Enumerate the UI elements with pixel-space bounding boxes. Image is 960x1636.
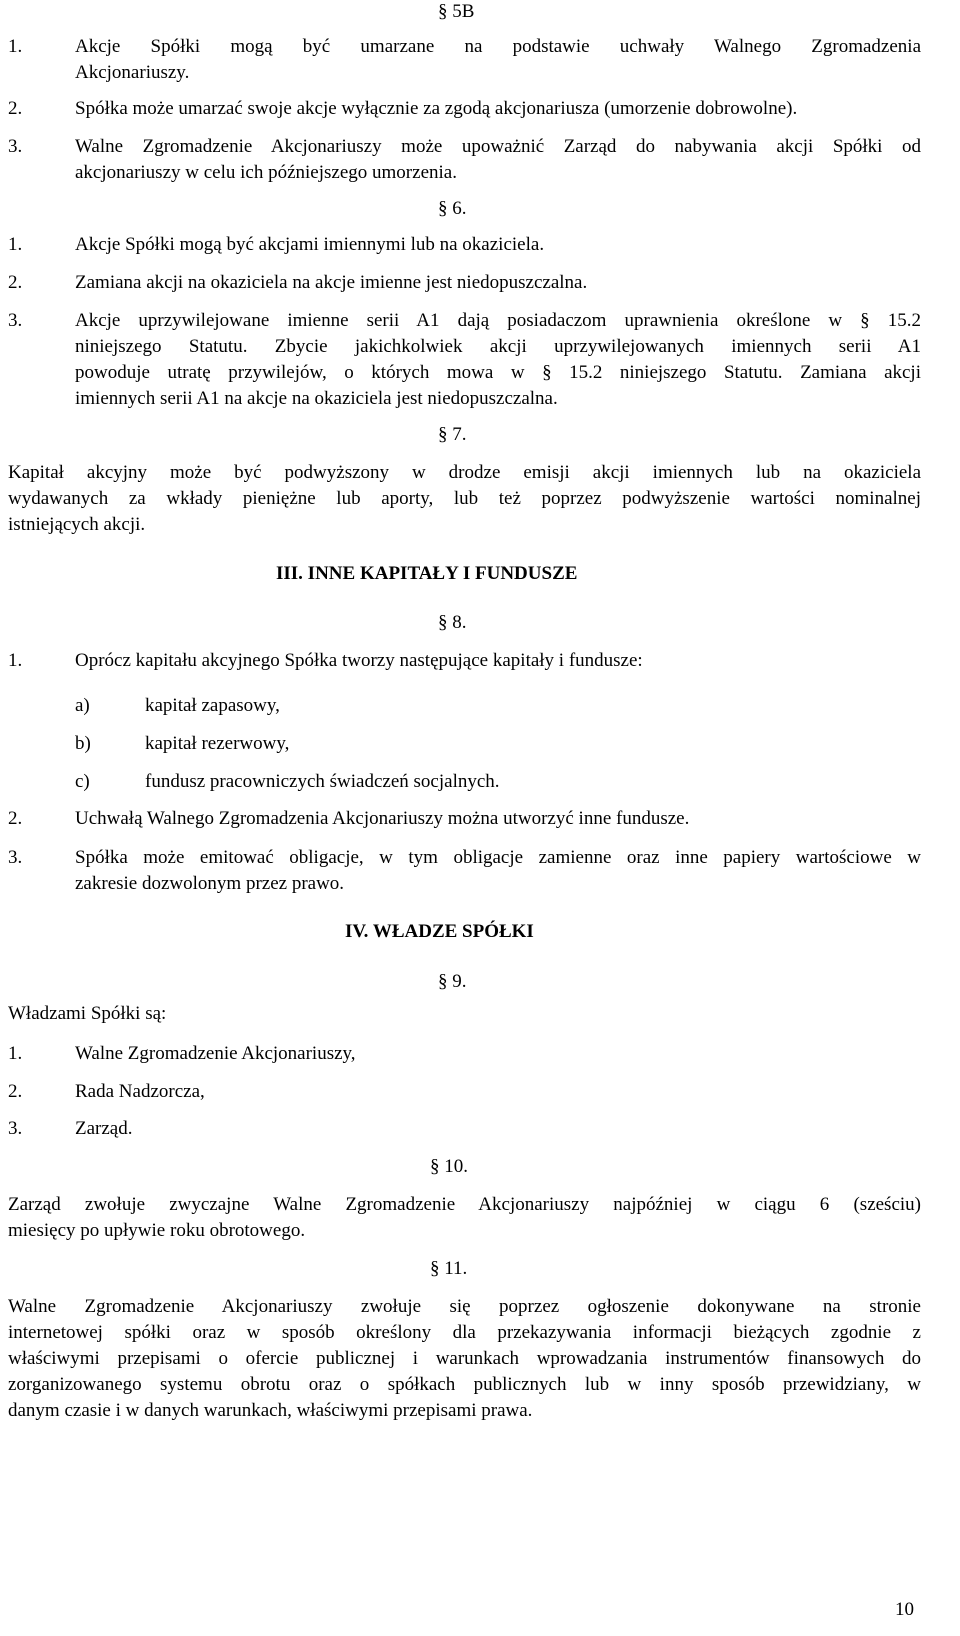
item-number: 2. bbox=[8, 1081, 23, 1102]
paragraph-line: Akcje Spółki mogą być umarzane na podstawie uchwały Walnego Zgromadzenia bbox=[75, 36, 921, 57]
section-heading-7: § 7. bbox=[438, 424, 467, 445]
item-number: 1. bbox=[8, 650, 23, 671]
paragraph-line: wydawanych za wkłady pieniężne lub aporty, lub też poprzez podwyższenie wartości nominalnej bbox=[8, 488, 921, 509]
list-item: Walne Zgromadzenie Akcjonariuszy, bbox=[75, 1043, 356, 1064]
section-heading-9: § 9. bbox=[438, 971, 467, 992]
paragraph-line: niniejszego Statutu. Zbycie jakichkolwiek akcji uprzywilejowanych imiennych serii A1 bbox=[75, 336, 921, 357]
chapter-heading-iii: III. INNE KAPITAŁY I FUNDUSZE bbox=[276, 563, 578, 584]
list-label: b) bbox=[75, 733, 91, 754]
item-number: 2. bbox=[8, 98, 23, 119]
paragraph-line: Spółka może umarzać swoje akcje wyłącznie za zgodą akcjonariusza (umorzenie dobrowolne). bbox=[75, 98, 798, 119]
paragraph-line: Spółka może emitować obligacje, w tym obligacje zamienne oraz inne papiery wartościowe w bbox=[75, 847, 921, 868]
chapter-heading-iv: IV. WŁADZE SPÓŁKI bbox=[345, 921, 534, 942]
paragraph-line: Uchwałą Walnego Zgromadzenia Akcjonariuszy można utworzyć inne fundusze. bbox=[75, 808, 690, 829]
paragraph-line: zorganizowanego systemu obrotu oraz o spółkach publicznych lub w inny sposób przewidziany, w bbox=[8, 1374, 921, 1395]
section-heading-6: § 6. bbox=[438, 198, 467, 219]
section-heading-5b: § 5B bbox=[438, 1, 475, 22]
section-heading-8: § 8. bbox=[438, 612, 467, 633]
paragraph-line: Akcje uprzywilejowane imienne serii A1 dają posiadaczom uprawnienia określone w § 15.2 bbox=[75, 310, 921, 331]
paragraph-line: miesięcy po upływie roku obrotowego. bbox=[8, 1220, 306, 1241]
list-item: fundusz pracowniczych świadczeń socjalnych. bbox=[145, 771, 500, 792]
item-number: 1. bbox=[8, 36, 23, 57]
paragraph-line: danym czasie i w danych warunkach, właściwymi przepisami prawa. bbox=[8, 1400, 533, 1421]
item-number: 1. bbox=[8, 234, 23, 255]
list-item: kapitał rezerwowy, bbox=[145, 733, 290, 754]
section-heading-10: § 10. bbox=[430, 1156, 468, 1177]
paragraph-line: Zarząd zwołuje zwyczajne Walne Zgromadzenie Akcjonariuszy najpóźniej w ciągu 6 (sześciu) bbox=[8, 1194, 921, 1215]
paragraph-line: Oprócz kapitału akcyjnego Spółka tworzy następujące kapitały i fundusze: bbox=[75, 650, 643, 671]
paragraph-line: powoduje utratę przywilejów, o których mowa w § 15.2 niniejszego Statutu. Zamiana akcji bbox=[75, 362, 921, 383]
paragraph-line: Akcje Spółki mogą być akcjami imiennymi lub na okaziciela. bbox=[75, 234, 545, 255]
item-number: 3. bbox=[8, 310, 23, 331]
paragraph-line: istniejących akcji. bbox=[8, 514, 146, 535]
item-number: 1. bbox=[8, 1043, 23, 1064]
list-label: c) bbox=[75, 771, 90, 792]
item-number: 3. bbox=[8, 136, 23, 157]
paragraph-line: Władzami Spółki są: bbox=[8, 1003, 167, 1024]
item-number: 2. bbox=[8, 272, 23, 293]
paragraph-line: Akcjonariuszy. bbox=[75, 62, 190, 83]
item-number: 3. bbox=[8, 1118, 23, 1139]
paragraph-line: Walne Zgromadzenie Akcjonariuszy zwołuje się poprzez ogłoszenie dokonywane na stronie bbox=[8, 1296, 921, 1317]
page-number: 10 bbox=[895, 1599, 914, 1620]
paragraph-line: zakresie dozwolonym przez prawo. bbox=[75, 873, 345, 894]
list-item: Zarząd. bbox=[75, 1118, 133, 1139]
paragraph-line: Kapitał akcyjny może być podwyższony w drodze emisji akcji imiennych lub na okaziciela bbox=[8, 462, 921, 483]
list-item: Rada Nadzorcza, bbox=[75, 1081, 205, 1102]
paragraph-line: akcjonariuszy w celu ich późniejszego umorzenia. bbox=[75, 162, 457, 183]
paragraph-line: Zamiana akcji na okaziciela na akcje imienne jest niedopuszczalna. bbox=[75, 272, 588, 293]
paragraph-line: imiennych serii A1 na akcje na okaziciela jest niedopuszczalna. bbox=[75, 388, 558, 409]
section-heading-11: § 11. bbox=[430, 1258, 468, 1279]
list-label: a) bbox=[75, 695, 90, 716]
list-item: kapitał zapasowy, bbox=[145, 695, 280, 716]
item-number: 3. bbox=[8, 847, 23, 868]
item-number: 2. bbox=[8, 808, 23, 829]
paragraph-line: Walne Zgromadzenie Akcjonariuszy może upoważnić Zarząd do nabywania akcji Spółki od bbox=[75, 136, 921, 157]
paragraph-line: właściwymi przepisami o ofercie publicznej i warunkach wprowadzania instrumentów finansowych do bbox=[8, 1348, 921, 1369]
paragraph-line: internetowej spółki oraz w sposób określony dla przekazywania informacji bieżących zgodnie z bbox=[8, 1322, 921, 1343]
